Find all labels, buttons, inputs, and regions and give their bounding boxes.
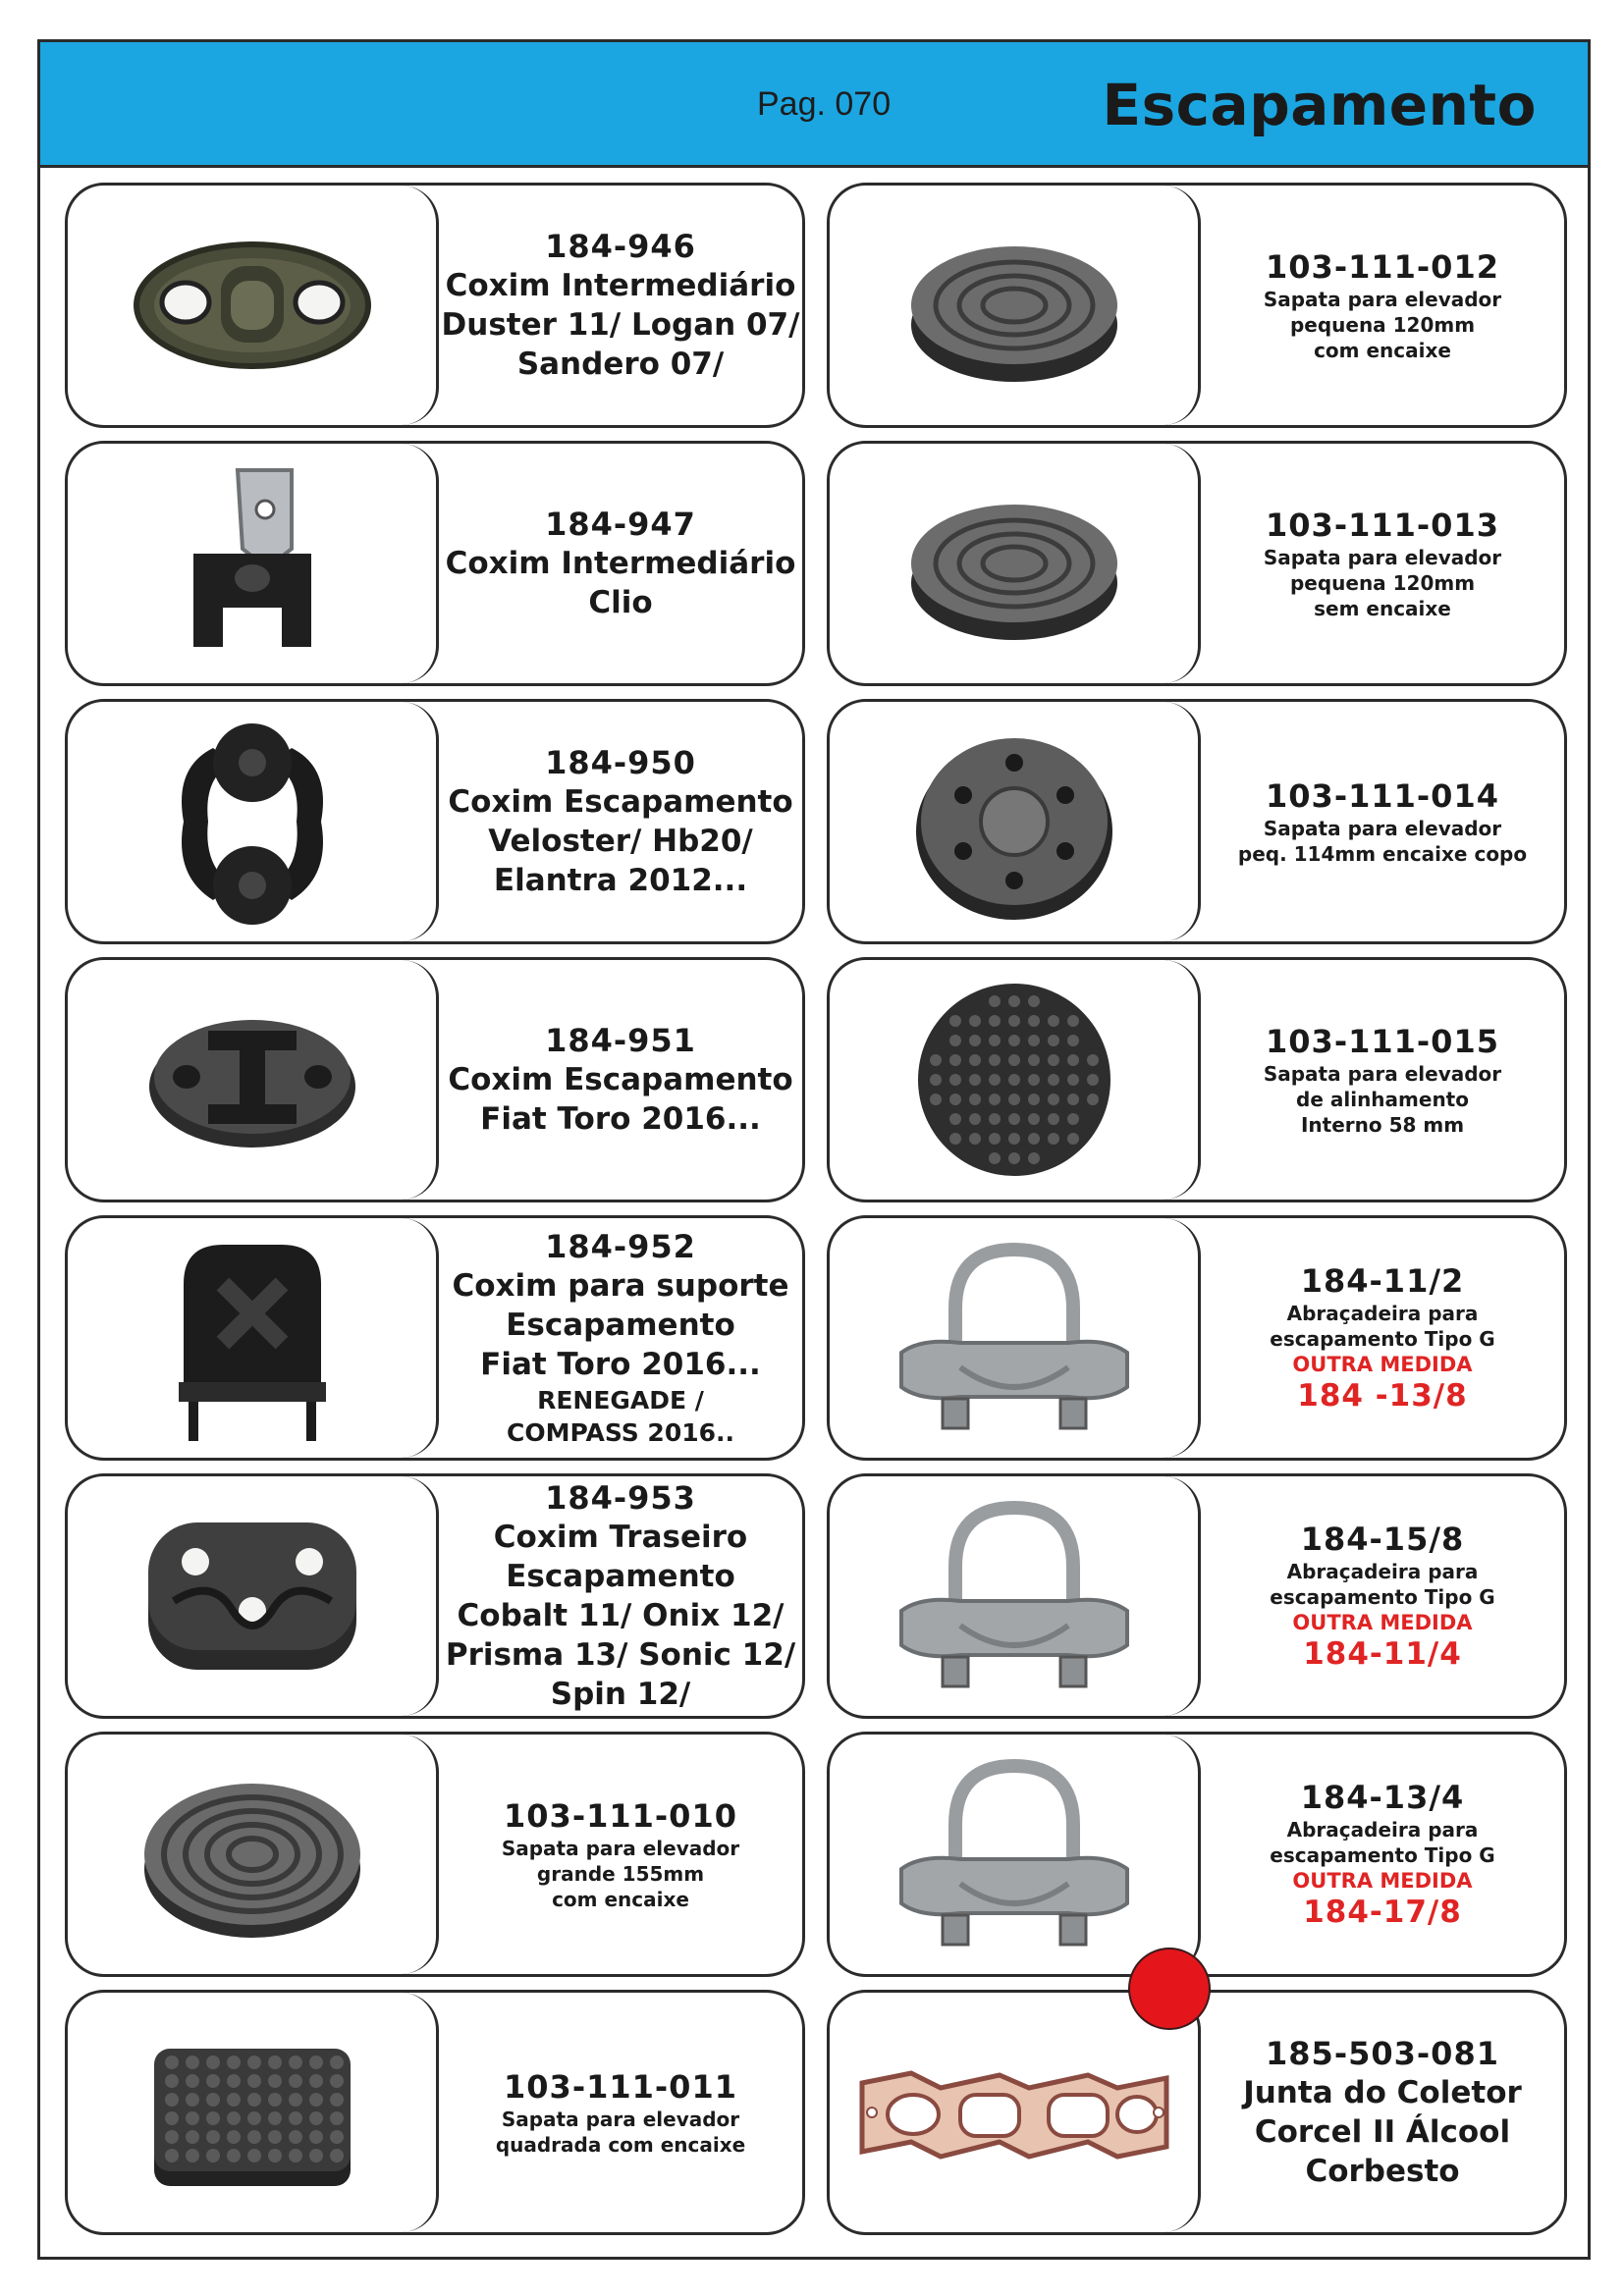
lift-pad-large-icon <box>130 1756 375 1952</box>
product-card-103-111-013[interactable] <box>827 441 1567 686</box>
pad-dot <box>989 1074 1001 1086</box>
pad-stud <box>289 2149 302 2163</box>
product-desc-line: sem encaixe <box>1314 597 1451 620</box>
pad-stud <box>268 2149 282 2163</box>
pad-dot <box>1067 1035 1079 1046</box>
product-desc-line: Spin 12/ <box>550 1677 691 1712</box>
product-desc-line: Coxim para suporte <box>452 1268 789 1304</box>
product-text <box>439 186 802 425</box>
page-header <box>40 42 1588 168</box>
product-card-184-11-2[interactable] <box>827 1215 1567 1461</box>
pad-dot <box>1048 1035 1059 1046</box>
product-card-184-950[interactable] <box>65 699 805 944</box>
product-card-103-111-014[interactable] <box>827 699 1567 944</box>
other-size-label: OUTRA MEDIDA <box>1292 1353 1473 1376</box>
lift-pad-round-icon <box>896 475 1132 652</box>
product-image <box>830 1476 1201 1716</box>
pad-stud <box>309 2056 323 2069</box>
rear-mount-block-icon <box>135 1503 370 1689</box>
pad-stud <box>309 2093 323 2107</box>
product-desc-line: escapamento Tipo G <box>1270 1585 1495 1609</box>
exhaust-mount-bracket-icon <box>164 460 341 667</box>
pad-stud <box>268 2130 282 2144</box>
pad-stud <box>247 2074 261 2088</box>
product-code: 184-953 <box>545 1479 696 1517</box>
product-desc-line: pequena 120mm <box>1289 571 1476 595</box>
product-desc-line: de alinhamento <box>1296 1088 1469 1111</box>
product-text <box>439 1735 802 1974</box>
pad-stud <box>268 2056 282 2069</box>
product-image <box>68 1476 439 1716</box>
pad-dot <box>969 1015 981 1027</box>
pad-dot <box>1067 1094 1079 1105</box>
pad-stud <box>165 2056 179 2069</box>
product-desc-line: escapamento Tipo G <box>1270 1843 1495 1867</box>
product-desc-line: Coxim Intermediário <box>445 268 796 303</box>
pad-stud <box>165 2149 179 2163</box>
product-code: 184-13/4 <box>1300 1779 1465 1816</box>
product-card-103-111-011[interactable] <box>65 1990 805 2235</box>
product-image <box>68 960 439 1200</box>
pad-stud <box>186 2093 199 2107</box>
pad-dot <box>1067 1015 1079 1027</box>
product-desc-line: grande 155mm <box>536 1862 705 1886</box>
new-item-badge <box>1128 1948 1211 2030</box>
pad-stud <box>247 2056 261 2069</box>
pad-dot <box>949 1015 961 1027</box>
product-desc-line: Coxim Traseiro <box>493 1520 748 1555</box>
product-card-184-15-8[interactable] <box>827 1473 1567 1719</box>
product-code: 103-111-015 <box>1266 1023 1499 1060</box>
pad-dot <box>989 1113 1001 1125</box>
product-desc-line: Escapamento <box>506 1559 735 1594</box>
pad-stud <box>309 2149 323 2163</box>
product-image <box>68 444 439 683</box>
pad-stud <box>247 2130 261 2144</box>
pad-dot <box>1008 1113 1020 1125</box>
pad-stud <box>268 2111 282 2125</box>
product-desc-line: Sapata para elevador <box>1263 1062 1502 1086</box>
pad-dot <box>949 1035 961 1046</box>
product-card-185-503-081[interactable] <box>827 1990 1567 2235</box>
pad-dot <box>989 1015 1001 1027</box>
product-text <box>439 1993 802 2232</box>
product-text <box>439 702 802 941</box>
product-card-184-13-4[interactable] <box>827 1732 1567 1977</box>
pad-dot <box>989 1035 1001 1046</box>
pad-dot <box>1008 1054 1020 1066</box>
product-code: 185-503-081 <box>1266 2035 1499 2072</box>
lift-pad-round-icon <box>896 217 1132 394</box>
pad-dot <box>1028 1133 1040 1145</box>
pad-stud <box>309 2130 323 2144</box>
pad-dot <box>1008 1035 1020 1046</box>
pad-dot <box>969 1113 981 1125</box>
product-desc-line: Veloster/ Hb20/ <box>488 824 753 859</box>
pad-stud <box>227 2093 241 2107</box>
pad-dot <box>1048 1015 1059 1027</box>
product-desc-line: Fiat Toro 2016... <box>480 1101 761 1137</box>
product-desc-line: com encaixe <box>1314 339 1451 362</box>
pad-dot <box>949 1113 961 1125</box>
pad-stud <box>268 2074 282 2088</box>
pad-stud <box>309 2111 323 2125</box>
product-desc-line: Sandero 07/ <box>516 347 725 382</box>
pad-stud <box>227 2149 241 2163</box>
pad-dot <box>1048 1094 1059 1105</box>
pad-dot <box>1008 1133 1020 1145</box>
product-desc-line: Abraçadeira para <box>1286 1302 1479 1325</box>
pad-dot <box>1048 1133 1059 1145</box>
pad-stud <box>206 2111 220 2125</box>
pad-stud <box>289 2093 302 2107</box>
product-text <box>439 1218 802 1458</box>
product-card-184-953[interactable] <box>65 1473 805 1719</box>
product-desc-line: quadrada com encaixe <box>495 2133 746 2157</box>
pad-dot <box>989 1152 1001 1164</box>
product-desc-line: Coxim Escapamento <box>448 784 793 820</box>
pad-dot <box>1067 1113 1079 1125</box>
pad-stud <box>186 2074 199 2088</box>
pad-dot <box>989 995 1001 1007</box>
product-desc-line: Sapata para elevador <box>1263 817 1502 840</box>
product-text <box>1201 444 1564 683</box>
product-image <box>830 1735 1201 1974</box>
pad-dot <box>1067 1074 1079 1086</box>
pad-stud <box>227 2056 241 2069</box>
product-desc-line: Duster 11/ Logan 07/ <box>441 307 800 343</box>
pad-dot <box>949 1074 961 1086</box>
product-image <box>68 1735 439 1974</box>
product-code: 184-947 <box>545 506 696 543</box>
pad-stud <box>165 2093 179 2107</box>
pad-dot <box>1087 1074 1099 1086</box>
pad-dot <box>969 1074 981 1086</box>
pad-stud <box>206 2130 220 2144</box>
pad-dot <box>1067 1133 1079 1145</box>
product-image <box>68 186 439 425</box>
product-desc-line: Junta do Coletor <box>1243 2075 1522 2110</box>
lift-pad-cup-icon <box>906 719 1122 925</box>
pad-stud <box>165 2130 179 2144</box>
product-desc-line: Coxim Escapamento <box>448 1062 793 1097</box>
pad-stud <box>289 2056 302 2069</box>
product-image <box>68 702 439 941</box>
pad-stud <box>330 2149 344 2163</box>
rubber-hanger-icon <box>154 709 351 934</box>
pad-dot <box>989 1133 1001 1145</box>
pad-stud <box>186 2111 199 2125</box>
pad-dot <box>989 1054 1001 1066</box>
product-desc-line: RENEGADE / <box>537 1386 704 1415</box>
product-text <box>439 1476 802 1716</box>
product-desc-line: Sapata para elevador <box>501 1837 740 1860</box>
pad-dot <box>1087 1054 1099 1066</box>
manifold-gasket-icon <box>852 2054 1176 2171</box>
pad-stud <box>268 2093 282 2107</box>
u-bolt-clamp-icon <box>882 1488 1147 1704</box>
pad-dot <box>969 1133 981 1145</box>
product-desc-line: Abraçadeira para <box>1286 1560 1479 1583</box>
product-desc-line: Corbesto <box>1305 2154 1460 2189</box>
product-desc-line: pequena 120mm <box>1289 313 1476 337</box>
pad-stud <box>330 2056 344 2069</box>
pad-dot <box>1028 1035 1040 1046</box>
product-code: 184-11/2 <box>1300 1262 1465 1300</box>
pad-dot <box>989 1094 1001 1105</box>
pad-dot <box>1028 995 1040 1007</box>
exhaust-hanger-oval-icon <box>125 222 380 389</box>
pad-dot <box>1008 1094 1020 1105</box>
product-image <box>68 1993 439 2232</box>
pad-stud <box>289 2074 302 2088</box>
section-title: Escapamento <box>1102 72 1537 138</box>
pad-dot <box>1028 1074 1040 1086</box>
other-size-code: 184 -13/8 <box>1297 1378 1468 1414</box>
product-code: 103-111-011 <box>504 2068 737 2106</box>
pad-stud <box>186 2149 199 2163</box>
u-bolt-clamp-icon <box>882 1746 1147 1962</box>
product-text <box>1201 1993 1564 2232</box>
product-desc-line: Sapata para elevador <box>501 2108 740 2131</box>
pad-dot <box>1008 1152 1020 1164</box>
pad-stud <box>289 2130 302 2144</box>
pad-dot <box>969 1054 981 1066</box>
pad-dot <box>1048 1074 1059 1086</box>
pad-stud <box>330 2130 344 2144</box>
product-desc-line: COMPASS 2016.. <box>506 1418 735 1447</box>
pad-stud <box>165 2074 179 2088</box>
product-code: 103-111-012 <box>1266 248 1499 286</box>
rubber-i-block-icon <box>139 996 365 1163</box>
pad-stud <box>247 2149 261 2163</box>
product-image <box>68 1218 439 1458</box>
pad-stud <box>227 2130 241 2144</box>
other-size-code: 184-11/4 <box>1303 1636 1462 1672</box>
pad-stud <box>165 2111 179 2125</box>
page-number: Pag. 070 <box>757 85 892 123</box>
pad-dot <box>1028 1152 1040 1164</box>
pad-dot <box>969 1035 981 1046</box>
product-card-103-111-012[interactable] <box>827 183 1567 428</box>
product-desc-line: Interno 58 mm <box>1300 1113 1465 1137</box>
product-image <box>830 702 1201 941</box>
pad-dot <box>949 1133 961 1145</box>
support-mount-icon <box>154 1225 351 1451</box>
pad-stud <box>206 2093 220 2107</box>
product-card-184-946[interactable] <box>65 183 805 428</box>
product-card-184-952[interactable] <box>65 1215 805 1461</box>
product-image <box>830 960 1201 1200</box>
pad-stud <box>206 2149 220 2163</box>
product-card-184-951[interactable] <box>65 957 805 1202</box>
pad-dot <box>1048 1054 1059 1066</box>
product-desc-line: Sapata para elevador <box>1263 546 1502 569</box>
product-desc-line: Escapamento <box>506 1308 735 1343</box>
other-size-code: 184-17/8 <box>1303 1895 1462 1930</box>
pad-dot <box>1008 995 1020 1007</box>
product-desc-line: com encaixe <box>552 1888 689 1911</box>
u-bolt-clamp-icon <box>882 1230 1147 1446</box>
product-text <box>1201 1476 1564 1716</box>
pad-stud <box>186 2130 199 2144</box>
pad-dot <box>1067 1054 1079 1066</box>
pad-dot <box>1087 1094 1099 1105</box>
pad-stud <box>330 2111 344 2125</box>
product-desc-line: Fiat Toro 2016... <box>480 1347 761 1382</box>
pad-stud <box>227 2074 241 2088</box>
pad-stud <box>247 2093 261 2107</box>
lift-pad-dotted-icon <box>906 977 1122 1183</box>
product-desc-line: escapamento Tipo G <box>1270 1327 1495 1351</box>
product-text <box>439 444 802 683</box>
pad-stud <box>186 2056 199 2069</box>
pad-stud <box>247 2111 261 2125</box>
pad-dot <box>1028 1094 1040 1105</box>
product-text <box>439 960 802 1200</box>
product-text <box>1201 186 1564 425</box>
product-code: 184-950 <box>545 744 696 781</box>
product-text <box>1201 960 1564 1200</box>
pad-dot <box>1028 1015 1040 1027</box>
product-image <box>830 186 1201 425</box>
pad-stud <box>330 2074 344 2088</box>
pad-dot <box>969 1094 981 1105</box>
lift-pad-square-icon <box>144 2029 360 2196</box>
product-card-103-111-015[interactable] <box>827 957 1567 1202</box>
product-text <box>1201 1218 1564 1458</box>
product-code: 103-111-014 <box>1266 777 1499 815</box>
pad-dot <box>930 1094 942 1105</box>
product-text <box>1201 702 1564 941</box>
pad-dot <box>1008 1015 1020 1027</box>
product-desc-line: Cobalt 11/ Onix 12/ <box>457 1598 785 1633</box>
pad-stud <box>289 2111 302 2125</box>
product-code: 184-952 <box>545 1228 696 1265</box>
pad-dot <box>1048 1113 1059 1125</box>
product-desc-line: Prisma 13/ Sonic 12/ <box>445 1637 796 1673</box>
product-card-184-947[interactable] <box>65 441 805 686</box>
pad-dot <box>949 1054 961 1066</box>
product-desc-line: Clio <box>588 585 653 620</box>
product-desc-line: Corcel II Álcool <box>1254 2114 1511 2150</box>
product-desc-line: Elantra 2012... <box>493 863 748 898</box>
product-image <box>830 1993 1201 2232</box>
pad-stud <box>206 2056 220 2069</box>
pad-stud <box>330 2093 344 2107</box>
pad-dot <box>1028 1113 1040 1125</box>
product-desc-line: Abraçadeira para <box>1286 1818 1479 1842</box>
product-desc-line: Sapata para elevador <box>1263 288 1502 311</box>
product-desc-line: peq. 114mm encaixe copo <box>1237 842 1528 866</box>
product-code: 103-111-013 <box>1266 507 1499 544</box>
product-code: 184-946 <box>545 228 696 265</box>
pad-dot <box>1028 1054 1040 1066</box>
product-code: 103-111-010 <box>504 1797 737 1835</box>
product-image <box>830 444 1201 683</box>
pad-dot <box>949 1094 961 1105</box>
product-desc-line: Coxim Intermediário <box>445 546 796 581</box>
pad-dot <box>930 1074 942 1086</box>
product-card-103-111-010[interactable] <box>65 1732 805 1977</box>
other-size-label: OUTRA MEDIDA <box>1292 1869 1473 1893</box>
pad-dot <box>930 1054 942 1066</box>
product-code: 184-15/8 <box>1300 1521 1465 1558</box>
pad-stud <box>309 2074 323 2088</box>
pad-stud <box>227 2111 241 2125</box>
product-code: 184-951 <box>545 1022 696 1059</box>
product-text <box>1201 1735 1564 1974</box>
other-size-label: OUTRA MEDIDA <box>1292 1611 1473 1634</box>
product-image <box>830 1218 1201 1458</box>
pad-dot <box>1008 1074 1020 1086</box>
pad-stud <box>206 2074 220 2088</box>
